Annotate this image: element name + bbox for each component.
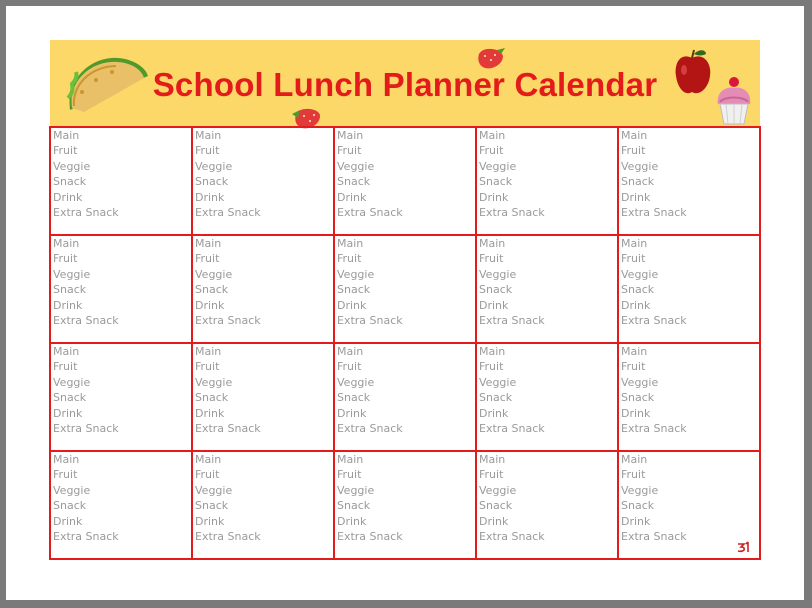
meal-entry-label: Fruit xyxy=(53,360,78,374)
meal-entry-label: Drink xyxy=(195,406,225,420)
meal-entry-label: Veggie xyxy=(479,375,517,389)
meal-entry-label: Extra Snack xyxy=(621,530,687,544)
calendar-grid xyxy=(49,126,761,560)
calendar-day-cell xyxy=(618,235,760,343)
meal-entry-label: Main xyxy=(479,237,506,250)
meal-entry-label: Main xyxy=(195,345,222,358)
meal-entry-label: Veggie xyxy=(621,267,659,281)
calendar-day-cell xyxy=(50,343,192,451)
meal-entry-label: Snack xyxy=(621,391,655,405)
meal-entry-label: Extra Snack xyxy=(195,206,261,220)
calendar-day-cell xyxy=(50,127,192,235)
calendar-day-cell xyxy=(476,343,618,451)
meal-entry-label: Veggie xyxy=(53,483,91,497)
meal-entry-label: Drink xyxy=(53,298,83,312)
meal-entry-label: Main xyxy=(479,129,506,142)
calendar-day-cell xyxy=(192,127,334,235)
meal-entry-label: Extra Snack xyxy=(337,314,403,328)
meal-entry-label: Fruit xyxy=(337,360,362,374)
meal-entry-label: Fruit xyxy=(195,144,220,158)
meal-entry-label: Snack xyxy=(337,175,371,189)
meal-entry-label: Veggie xyxy=(53,375,91,389)
meal-entry-label: Main xyxy=(337,345,364,358)
meal-entry-label: Drink xyxy=(621,298,651,312)
meal-entry-label: Main xyxy=(337,237,364,250)
meal-entry-label: Extra Snack xyxy=(337,530,403,544)
calendar-day-cell xyxy=(618,127,760,235)
meal-entry-label: Drink xyxy=(621,406,651,420)
meal-entry-label: Main xyxy=(621,237,648,250)
meal-entry-label: Snack xyxy=(479,175,513,189)
meal-entry-label: Fruit xyxy=(53,144,78,158)
meal-entry-label: Snack xyxy=(53,499,87,513)
meal-entry-label: Veggie xyxy=(479,483,517,497)
meal-entry-label: Main xyxy=(53,237,80,250)
meal-entry-label: Veggie xyxy=(337,159,375,173)
meal-entry-label: Extra Snack xyxy=(337,206,403,220)
meal-entry-label: Veggie xyxy=(195,267,233,281)
calendar-day-cell xyxy=(476,451,618,559)
meal-entry-label: Snack xyxy=(479,499,513,513)
meal-entry-label: Drink xyxy=(53,406,83,420)
meal-entry-label: Veggie xyxy=(53,159,91,173)
meal-entry-label: Snack xyxy=(53,175,87,189)
calendar-day-cell xyxy=(50,451,192,559)
meal-entry-label: Snack xyxy=(621,499,655,513)
meal-entry-label: Fruit xyxy=(195,360,220,374)
calendar-day-cell xyxy=(192,235,334,343)
meal-entry-label: Snack xyxy=(53,391,87,405)
meal-entry-label: Main xyxy=(337,129,364,142)
meal-entry-label: Drink xyxy=(53,190,83,204)
calendar-day-cell xyxy=(192,343,334,451)
calendar-day-cell xyxy=(476,235,618,343)
meal-entry-label: Veggie xyxy=(621,159,659,173)
meal-entry-label: Drink xyxy=(479,298,509,312)
meal-entry-label: Snack xyxy=(337,499,371,513)
meal-entry-label: Drink xyxy=(621,514,651,528)
calendar-day-cell xyxy=(334,343,476,451)
meal-entry-label: Extra Snack xyxy=(479,206,545,220)
meal-entry-label: Extra Snack xyxy=(53,422,119,436)
meal-entry-label: Drink xyxy=(479,406,509,420)
meal-entry-label: Extra Snack xyxy=(621,206,687,220)
meal-entry-label: Main xyxy=(195,129,222,142)
meal-entry-label: Fruit xyxy=(621,252,646,266)
meal-entry-label: Veggie xyxy=(621,375,659,389)
meal-entry-label: Veggie xyxy=(195,375,233,389)
meal-entry-label: Main xyxy=(195,453,222,466)
meal-entry-label: Snack xyxy=(53,283,87,297)
meal-entry-label: Main xyxy=(621,129,648,142)
meal-entry-label: Snack xyxy=(337,391,371,405)
meal-entry-label: Snack xyxy=(337,283,371,297)
meal-entry-label: Veggie xyxy=(621,483,659,497)
meal-entry-label: Snack xyxy=(479,391,513,405)
meal-entry-label: Fruit xyxy=(195,468,220,482)
meal-entry-label: Extra Snack xyxy=(53,206,119,220)
meal-entry-label: Fruit xyxy=(479,468,504,482)
meal-entry-label: Snack xyxy=(195,175,229,189)
meal-entry-label: Main xyxy=(479,345,506,358)
meal-entry-label: Drink xyxy=(195,514,225,528)
meal-entry-label: Fruit xyxy=(195,252,220,266)
meal-entry-label: Main xyxy=(195,237,222,250)
meal-entry-label: Main xyxy=(621,345,648,358)
meal-entry-label: Veggie xyxy=(53,267,91,281)
meal-entry-label: Drink xyxy=(337,298,367,312)
meal-entry-label: Extra Snack xyxy=(337,422,403,436)
meal-entry-label: Fruit xyxy=(53,468,78,482)
meal-entry-label: Veggie xyxy=(195,159,233,173)
meal-entry-label: Drink xyxy=(337,190,367,204)
meal-entry-label: Drink xyxy=(479,190,509,204)
header-banner xyxy=(50,40,760,128)
meal-entry-label: Fruit xyxy=(621,360,646,374)
meal-entry-label: Fruit xyxy=(337,252,362,266)
planner-page xyxy=(6,6,804,600)
meal-entry-label: Extra Snack xyxy=(479,422,545,436)
meal-entry-label: Veggie xyxy=(337,375,375,389)
meal-entry-label: Extra Snack xyxy=(195,422,261,436)
calendar-day-cell xyxy=(334,235,476,343)
meal-entry-label: Fruit xyxy=(337,468,362,482)
meal-entry-label: Drink xyxy=(195,298,225,312)
meal-entry-label: Fruit xyxy=(479,144,504,158)
meal-entry-label: Main xyxy=(53,453,80,466)
meal-entry-label: Drink xyxy=(337,406,367,420)
meal-entry-label: Veggie xyxy=(479,267,517,281)
meal-entry-label: Veggie xyxy=(337,267,375,281)
meal-entry-label: Main xyxy=(53,129,80,142)
calendar-day-cell xyxy=(334,451,476,559)
meal-entry-label: Fruit xyxy=(479,252,504,266)
meal-entry-label: Extra Snack xyxy=(195,314,261,328)
page-title: School Lunch Planner Calendar xyxy=(152,66,658,103)
calendar-day-cell xyxy=(476,127,618,235)
meal-entry-label: Extra Snack xyxy=(621,314,687,328)
meal-entry-label: Drink xyxy=(337,514,367,528)
meal-entry-label: Drink xyxy=(479,514,509,528)
meal-entry-label: Snack xyxy=(195,391,229,405)
logo-icon xyxy=(736,540,754,554)
meal-entry-label: Snack xyxy=(195,283,229,297)
meal-entry-label: Main xyxy=(621,453,648,466)
meal-entry-label: Extra Snack xyxy=(479,314,545,328)
meal-entry-label: Extra Snack xyxy=(621,422,687,436)
meal-entry-label: Fruit xyxy=(53,252,78,266)
meal-entry-label: Veggie xyxy=(479,159,517,173)
calendar-day-cell xyxy=(618,343,760,451)
meal-entry-label: Fruit xyxy=(621,468,646,482)
meal-entry-label: Snack xyxy=(621,283,655,297)
meal-entry-label: Fruit xyxy=(621,144,646,158)
meal-entry-label: Drink xyxy=(195,190,225,204)
meal-entry-label: Veggie xyxy=(337,483,375,497)
meal-entry-label: Drink xyxy=(53,514,83,528)
meal-entry-label: Drink xyxy=(621,190,651,204)
calendar-day-cell xyxy=(334,127,476,235)
meal-entry-label: Main xyxy=(53,345,80,358)
meal-entry-label: Snack xyxy=(479,283,513,297)
meal-entry-label: Snack xyxy=(621,175,655,189)
calendar-day-cell xyxy=(50,235,192,343)
meal-entry-label: Extra Snack xyxy=(195,530,261,544)
meal-entry-label: Extra Snack xyxy=(53,314,119,328)
meal-entry-label: Extra Snack xyxy=(479,530,545,544)
meal-entry-label: Snack xyxy=(195,499,229,513)
meal-entry-label: Extra Snack xyxy=(53,530,119,544)
meal-entry-label: Veggie xyxy=(195,483,233,497)
meal-entry-label: Main xyxy=(479,453,506,466)
meal-entry-label: Main xyxy=(337,453,364,466)
meal-entry-label: Fruit xyxy=(337,144,362,158)
calendar-day-cell xyxy=(192,451,334,559)
meal-entry-label: Fruit xyxy=(479,360,504,374)
